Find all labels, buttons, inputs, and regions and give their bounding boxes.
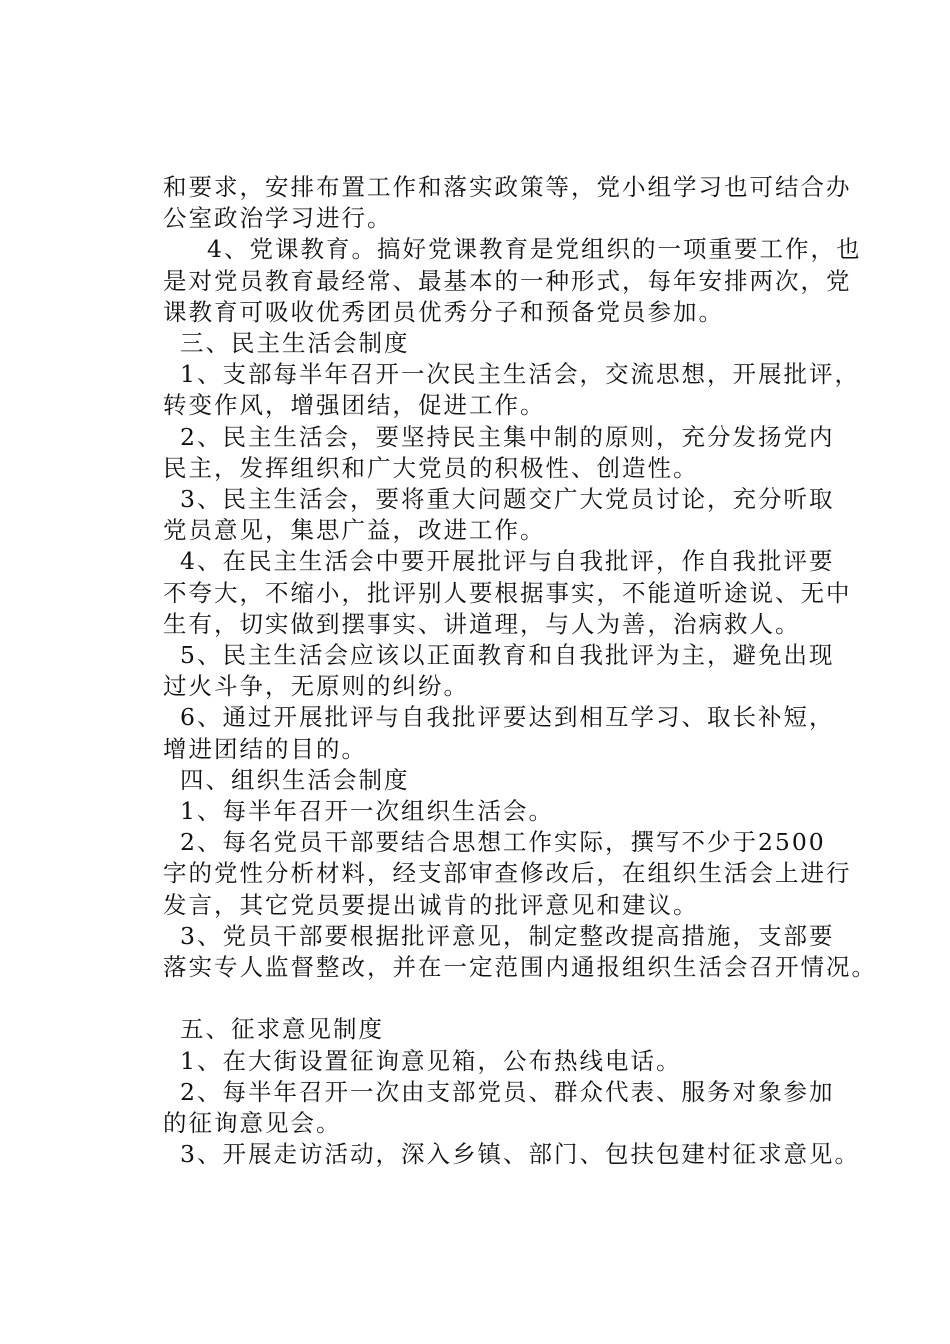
body-line: 2、每名党员干部要结合思想工作实际，撰写不少于2500 (180, 828, 826, 857)
body-line: 生有，切实做到摆事实、讲道理，与人为善，治病救人。 (163, 609, 801, 638)
body-line: 1、在大街设置征询意见箱，公布热线电话。 (180, 1046, 682, 1075)
body-line: 增进团结的目的。 (163, 734, 367, 763)
body-line: 党员意见，集思广益，改进工作。 (163, 516, 546, 545)
body-line: 发言，其它党员要提出诚肯的批评意见和建议。 (163, 890, 699, 919)
body-line: 1、每半年召开一次组织生活会。 (180, 797, 554, 826)
body-line: 4、在民主生活会中要开展批评与自我批评，作自我批评要 (180, 547, 835, 576)
body-line: 5、民主生活会应该以正面教育和自我批评为主，避免出现 (180, 641, 835, 670)
body-line: 落实专人监督整改，并在一定范围内通报组织生活会召开情况。 (163, 953, 877, 982)
body-line: 3、党员干部要根据批评意见，制定整改提高措施，支部要 (180, 921, 835, 950)
body-line: 的征询意见会。 (163, 1109, 342, 1138)
section-heading: 五、征求意见制度 (180, 1015, 384, 1044)
blank-line (0, 983, 950, 1014)
body-line: 和要求，安排布置工作和落实政策等，党小组学习也可结合办 (163, 173, 852, 201)
section-heading: 三、民主生活会制度 (180, 329, 410, 358)
body-line: 1、支部每半年召开一次民主生活会，交流思想，开展批评， (180, 360, 860, 389)
body-line: 转变作风，增强团结，促进工作。 (163, 391, 546, 420)
body-line: 2、每半年召开一次由支部党员、群众代表、服务对象参加 (180, 1077, 835, 1106)
body-line: 是对党员教育最经常、最基本的一种形式，每年安排两次，党 (163, 266, 852, 295)
document-body (0, 172, 950, 1170)
body-line: 字的党性分析材料，经支部审查修改后，在组织生活会上进行 (163, 859, 852, 888)
body-line: 民主，发挥组织和广大党员的积极性、创造性。 (163, 453, 699, 482)
section-heading: 四、组织生活会制度 (180, 765, 410, 794)
body-line: 2、民主生活会，要坚持民主集中制的原则，充分发扬党内 (180, 422, 835, 451)
body-line: 不夸大，不缩小，批评别人要根据事实，不能道听途说、无中 (163, 578, 852, 607)
body-line: 6、通过开展批评与自我批评要达到相互学习、取长补短， (180, 703, 835, 732)
body-line: 公室政治学习进行。 (163, 204, 393, 233)
body-line: 过火斗争，无原则的纠纷。 (163, 672, 469, 701)
body-line: 课教育可吸收优秀团员优秀分子和预备党员参加。 (163, 297, 724, 326)
body-line: 3、民主生活会，要将重大问题交广大党员讨论，充分听取 (180, 485, 835, 514)
body-line: 3、开展走访活动，深入乡镇、部门、包扶包建村征求意见。 (180, 1140, 860, 1169)
body-line: 4、党课教育。搞好党课教育是党组织的一项重要工作，也 (207, 235, 862, 264)
